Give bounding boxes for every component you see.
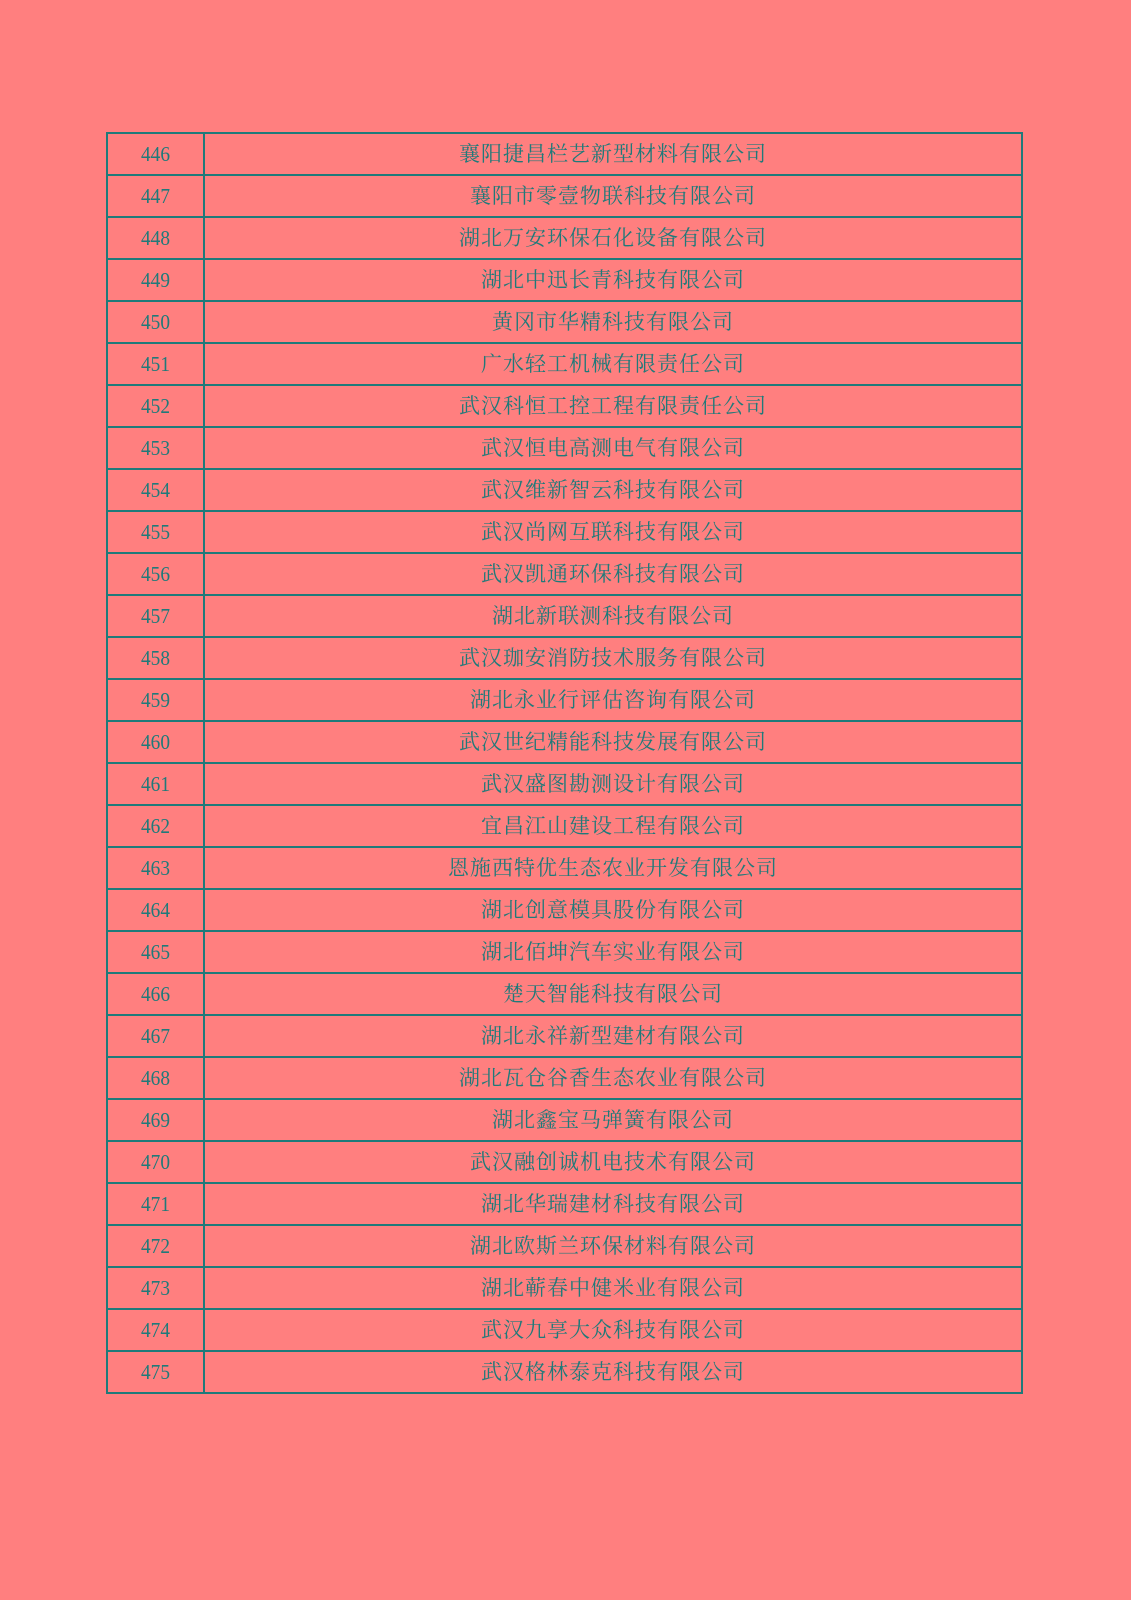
- table-row: [107, 427, 1022, 469]
- row-number: 472: [111, 1225, 200, 1267]
- row-number: 452: [111, 385, 200, 427]
- row-number: 471: [111, 1183, 200, 1225]
- company-name: 湖北永业行评估咨询有限公司: [204, 679, 1022, 721]
- company-name: 襄阳市零壹物联科技有限公司: [204, 175, 1022, 217]
- row-number: 457: [111, 595, 200, 637]
- row-number: 451: [111, 343, 200, 385]
- company-name: 湖北鑫宝马弹簧有限公司: [204, 1099, 1022, 1141]
- table-body: [107, 133, 1022, 1393]
- table-row: [107, 175, 1022, 217]
- company-name: 黄冈市华精科技有限公司: [204, 301, 1022, 343]
- row-number: 465: [111, 931, 200, 973]
- row-number: 460: [111, 721, 200, 763]
- company-name: 湖北新联测科技有限公司: [204, 595, 1022, 637]
- table-row: [107, 1267, 1022, 1309]
- row-number: 455: [111, 511, 200, 553]
- table-row: [107, 259, 1022, 301]
- table-row: [107, 1351, 1022, 1393]
- table-row: [107, 889, 1022, 931]
- table-row: [107, 931, 1022, 973]
- table-row: [107, 217, 1022, 259]
- table-row: [107, 1141, 1022, 1183]
- row-number: 462: [111, 805, 200, 847]
- company-name: 武汉盛图勘测设计有限公司: [204, 763, 1022, 805]
- company-name: 湖北蕲春中健米业有限公司: [204, 1267, 1022, 1309]
- table-row: [107, 721, 1022, 763]
- table-row: [107, 1057, 1022, 1099]
- table-row: [107, 301, 1022, 343]
- company-name: 武汉世纪精能科技发展有限公司: [204, 721, 1022, 763]
- row-number: 467: [111, 1015, 200, 1057]
- company-name: 武汉珈安消防技术服务有限公司: [204, 637, 1022, 679]
- table-row: [107, 1099, 1022, 1141]
- row-number: 466: [111, 973, 200, 1015]
- row-number: 459: [111, 679, 200, 721]
- row-number: 450: [111, 301, 200, 343]
- company-name: 湖北瓦仓谷香生态农业有限公司: [204, 1057, 1022, 1099]
- row-number: 461: [111, 763, 200, 805]
- row-number: 463: [111, 847, 200, 889]
- company-name: 湖北创意模具股份有限公司: [204, 889, 1022, 931]
- table-row: [107, 1225, 1022, 1267]
- company-name: 武汉恒电高测电气有限公司: [204, 427, 1022, 469]
- row-number: 464: [111, 889, 200, 931]
- table-row: [107, 637, 1022, 679]
- row-number: 447: [111, 175, 200, 217]
- company-name: 武汉格林泰克科技有限公司: [204, 1351, 1022, 1393]
- company-name: 湖北佰坤汽车实业有限公司: [204, 931, 1022, 973]
- table-row: [107, 1309, 1022, 1351]
- row-number: 470: [111, 1141, 200, 1183]
- table-row: [107, 763, 1022, 805]
- table-row: [107, 553, 1022, 595]
- row-number: 449: [111, 259, 200, 301]
- table-row: [107, 511, 1022, 553]
- company-name: 湖北中迅长青科技有限公司: [204, 259, 1022, 301]
- company-list-table: [106, 132, 1023, 1394]
- company-name: 湖北欧斯兰环保材料有限公司: [204, 1225, 1022, 1267]
- row-number: 454: [111, 469, 200, 511]
- company-name: 湖北华瑞建材科技有限公司: [204, 1183, 1022, 1225]
- table-row: [107, 469, 1022, 511]
- company-name: 广水轻工机械有限责任公司: [204, 343, 1022, 385]
- table-row: [107, 805, 1022, 847]
- table-row: [107, 1183, 1022, 1225]
- row-number: 458: [111, 637, 200, 679]
- row-number: 453: [111, 427, 200, 469]
- company-name: 武汉科恒工控工程有限责任公司: [204, 385, 1022, 427]
- row-number: 469: [111, 1099, 200, 1141]
- company-name: 武汉维新智云科技有限公司: [204, 469, 1022, 511]
- company-name: 襄阳捷昌栏艺新型材料有限公司: [204, 133, 1022, 175]
- company-name: 武汉九享大众科技有限公司: [204, 1309, 1022, 1351]
- row-number: 475: [111, 1351, 200, 1393]
- company-name: 武汉尚网互联科技有限公司: [204, 511, 1022, 553]
- company-name: 楚天智能科技有限公司: [204, 973, 1022, 1015]
- row-number: 474: [111, 1309, 200, 1351]
- company-name: 恩施西特优生态农业开发有限公司: [204, 847, 1022, 889]
- row-number: 473: [111, 1267, 200, 1309]
- table-row: [107, 973, 1022, 1015]
- row-number: 448: [111, 217, 200, 259]
- table-row: [107, 385, 1022, 427]
- table-row: [107, 1015, 1022, 1057]
- table-row: [107, 595, 1022, 637]
- company-name: 湖北永祥新型建材有限公司: [204, 1015, 1022, 1057]
- table-row: [107, 679, 1022, 721]
- company-name: 宜昌江山建设工程有限公司: [204, 805, 1022, 847]
- row-number: 456: [111, 553, 200, 595]
- table-row: [107, 343, 1022, 385]
- company-name: 武汉凯通环保科技有限公司: [204, 553, 1022, 595]
- company-name: 武汉融创诚机电技术有限公司: [204, 1141, 1022, 1183]
- table-row: [107, 847, 1022, 889]
- row-number: 468: [111, 1057, 200, 1099]
- company-name: 湖北万安环保石化设备有限公司: [204, 217, 1022, 259]
- row-number: 446: [111, 133, 200, 175]
- table-row: [107, 133, 1022, 175]
